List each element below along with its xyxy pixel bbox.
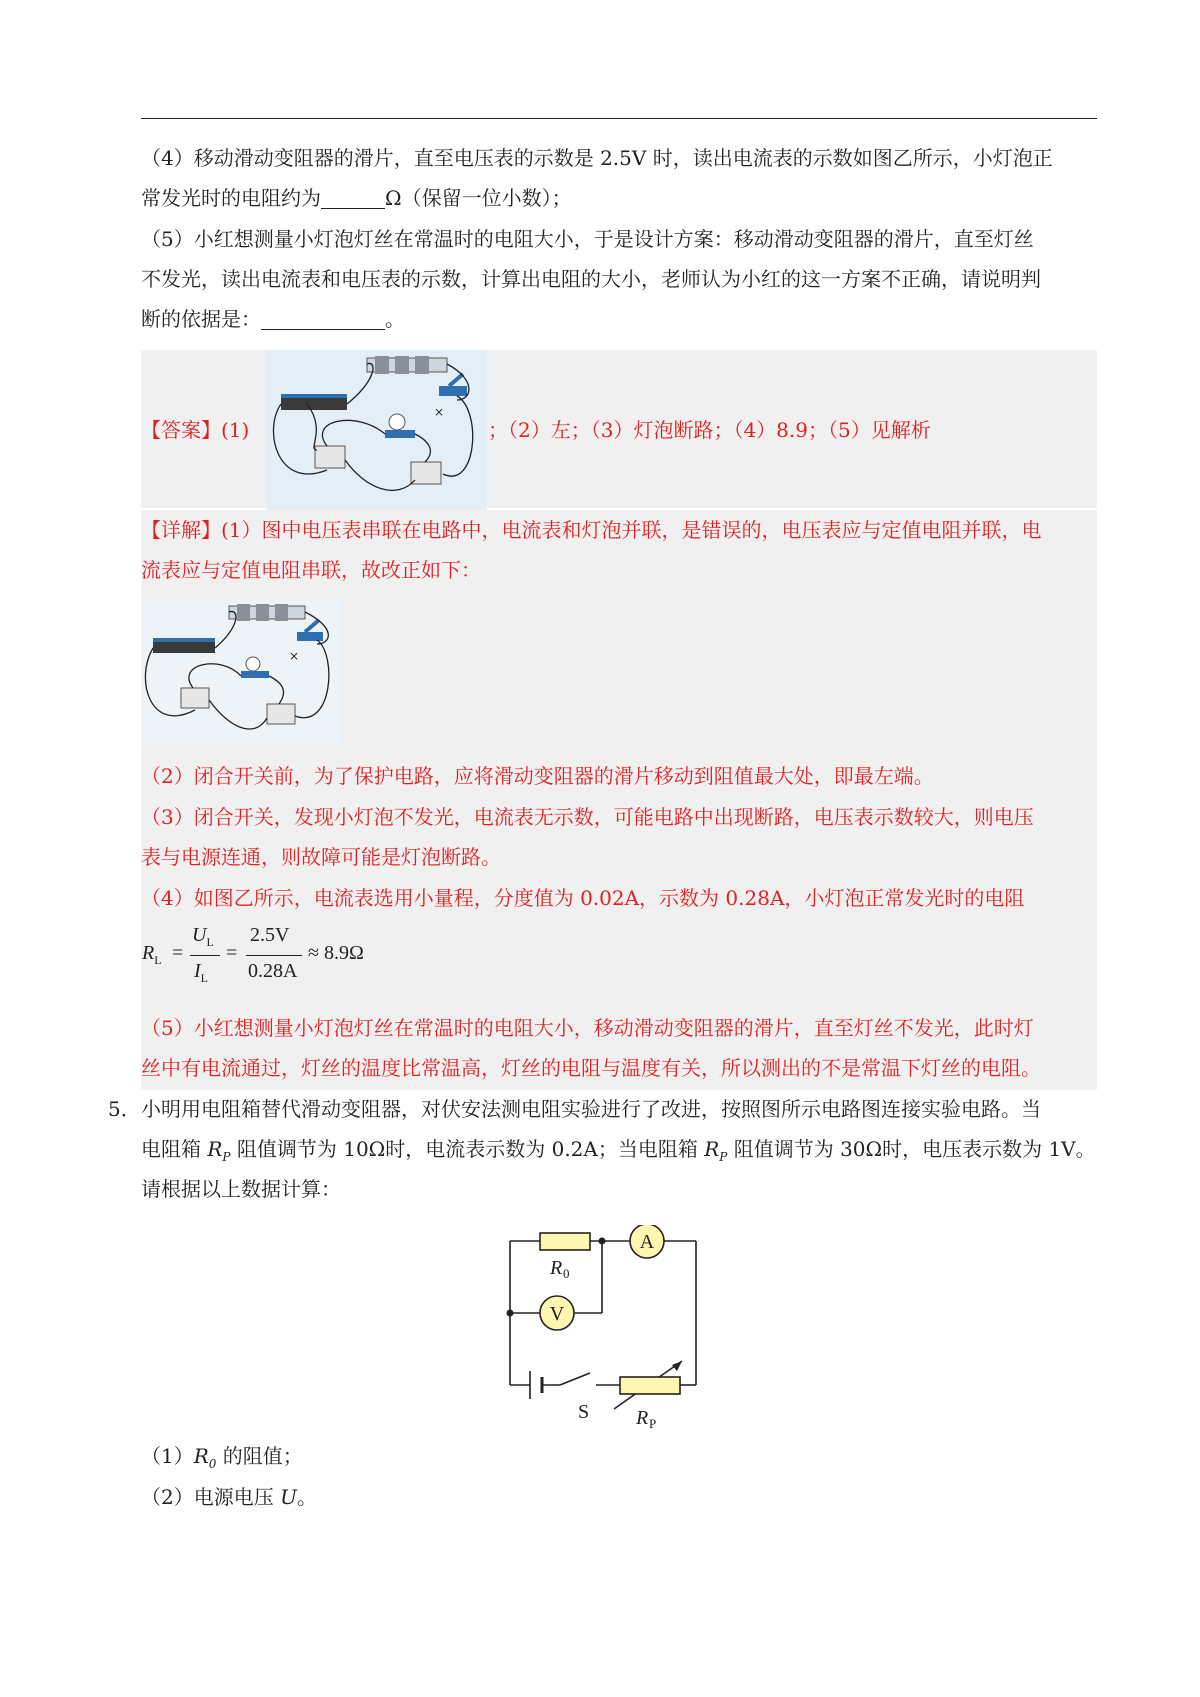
r0-label-sub: 0 bbox=[563, 1266, 570, 1281]
q5-line2: 电阻箱 $R_P$ 阻值调节为 10Ω时，电流表示数为 0.2A；当电阻箱 $R_P$ 阻值调节为 30Ω时，电压表示数为 1V。 bbox=[141, 1137, 1096, 1164]
answer-blank bbox=[321, 188, 385, 209]
answer-line: 【答案】(1) bbox=[141, 418, 250, 442]
svg-text:×: × bbox=[289, 649, 300, 663]
header-rule bbox=[141, 118, 1097, 119]
detail-part5-line2: 丝中有电流通过，灯丝的温度比常温高，灯丝的电阻与温度有关，所以测出的不是常温下灯丝的电阻。 bbox=[141, 1056, 1041, 1080]
q4-part5-line1: （5）小红想测量小灯泡灯丝在常温时的电阻大小，于是设计方案：移动滑动变阻器的滑片，直至灯丝 bbox=[141, 227, 1034, 251]
answer-blank bbox=[261, 309, 385, 330]
corrected-circuit-figure bbox=[141, 598, 341, 746]
ammeter-label: A bbox=[639, 1231, 655, 1253]
voltmeter-label: V bbox=[549, 1303, 565, 1325]
resistor-r0 bbox=[540, 1233, 590, 1250]
resistance-formula: $R_L$ = $U_L$ $I_L$ = 2.5V 0.28A ≈ 8.9Ω bbox=[142, 924, 364, 985]
rp-label-sub: P bbox=[649, 1416, 657, 1431]
q5-line1: 小明用电阻箱替代滑动变阻器，对伏安法测电阻实验进行了改进，按照图所示电路图连接实验电路。当 bbox=[141, 1097, 1041, 1121]
detail-part3-line2: 表与电源连通，则故障可能是灯泡断路。 bbox=[141, 845, 501, 869]
answer-rest: ；（2）左；（3）灯泡断路；（4）8.9；（5）见解析 bbox=[488, 418, 931, 442]
rp-label: R bbox=[636, 1407, 649, 1429]
detail-part2: （2）闭合开关前，为了保护电路，应将滑动变阻器的滑片移动到阻值最大处，即最左端。 bbox=[141, 764, 934, 788]
detail-part1-line2: 流表应与定值电阻串联，故改正如下： bbox=[141, 558, 481, 582]
q5-sub2: （2）电源电压 U。 bbox=[141, 1485, 317, 1509]
q5-circuit-diagram bbox=[500, 1225, 710, 1435]
q5-line3: 请根据以上数据计算： bbox=[141, 1177, 341, 1201]
detail-shade bbox=[141, 510, 1097, 1090]
detail-part4: （4）如图乙所示，电流表选用小量程，分度值为 0.02A，示数为 0.28A，小灯泡正常发光时的电阻 bbox=[141, 886, 1025, 910]
q4-part4-line1: （4）移动滑动变阻器的滑片，直至电压表的示数是 2.5V 时，读出电流表的示数如图乙所示，小灯泡正 bbox=[141, 146, 1053, 170]
answer-circuit-figure bbox=[267, 350, 487, 510]
q5-number: 5． bbox=[108, 1097, 141, 1121]
q4-part5-line2: 不发光，读出电流表和电压表的示数，计算出电阻的大小，老师认为小红的这一方案不正确，请说明判 bbox=[141, 267, 1041, 291]
detail-part5-line1: （5）小红想测量小灯泡灯丝在常温时的电阻大小，移动滑动变阻器的滑片，直至灯丝不发光，此时灯 bbox=[141, 1016, 1034, 1040]
detail-part1-line1: 【详解】(1）图中电压表串联在电路中，电流表和灯泡并联，是错误的，电压表应与定值电阻并联，电 bbox=[141, 518, 1042, 542]
resistor-box-rp bbox=[620, 1377, 680, 1394]
q4-part5-line3: 断的依据是： 。 bbox=[141, 307, 405, 331]
q5-sub1: $(1)R_0$ 的阻值； bbox=[141, 1444, 303, 1471]
switch-label: S bbox=[578, 1401, 590, 1423]
q4-part4-line2: 常发光时的电阻约为 Ω（保留一位小数）； bbox=[141, 186, 572, 210]
detail-part3-line1: （3）闭合开关，发现小灯泡不发光，电流表无示数，可能电路中出现断路，电压表示数较大，则电压 bbox=[141, 805, 1034, 829]
svg-text:×: × bbox=[434, 405, 445, 419]
r0-label: R bbox=[550, 1257, 563, 1279]
